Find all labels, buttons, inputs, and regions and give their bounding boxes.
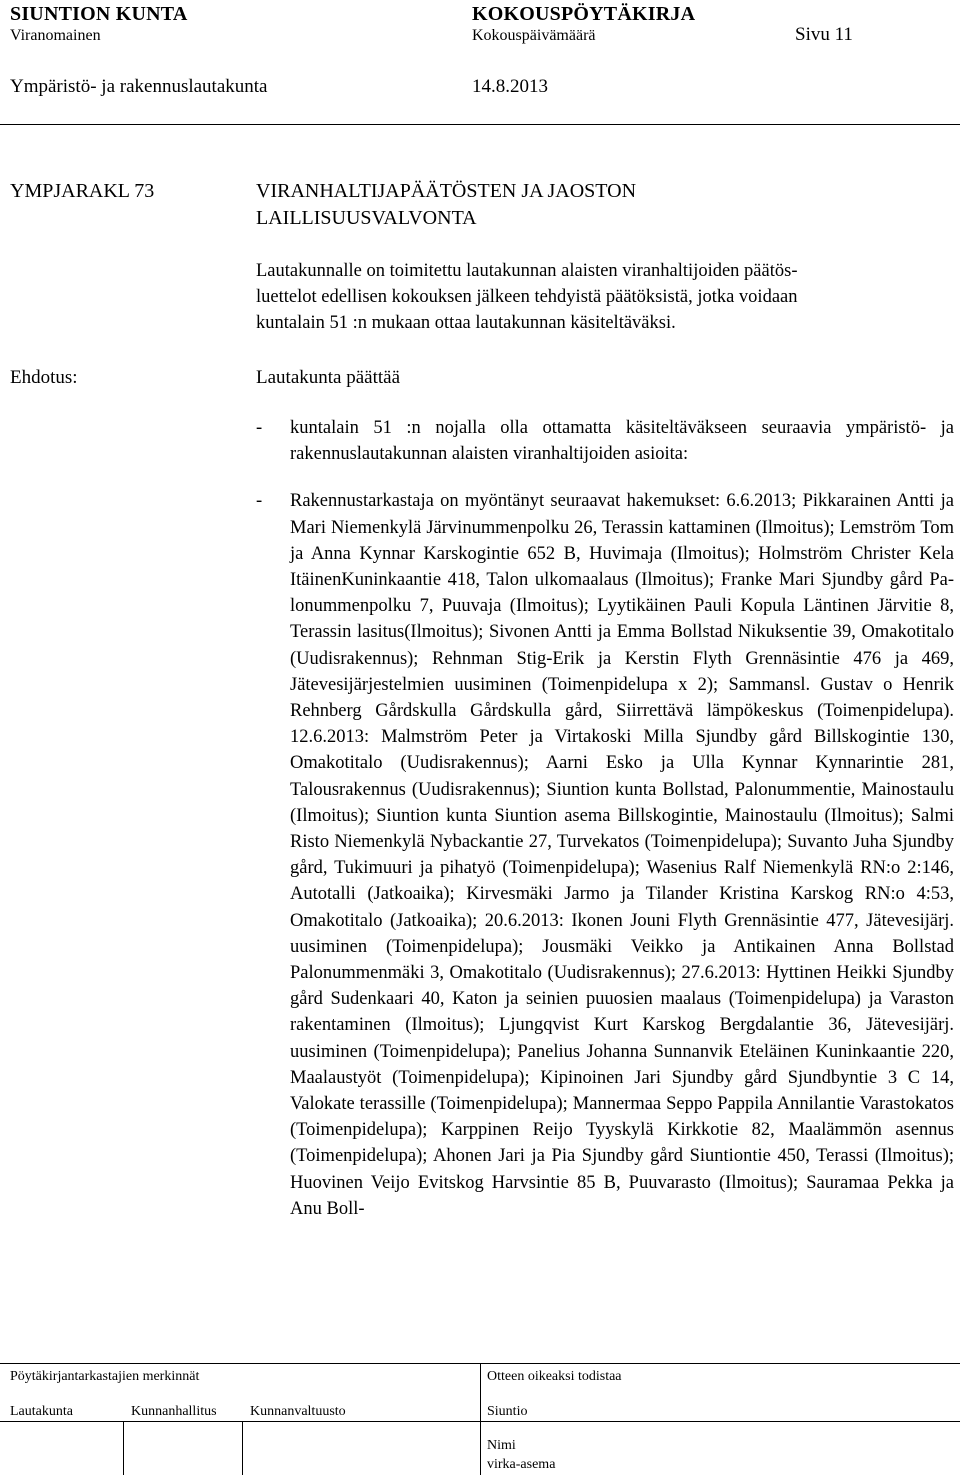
municipality-name: SIUNTION KUNTA (10, 3, 188, 25)
certification-place: Siuntio (487, 1404, 528, 1419)
proposal-text: Lautakunta päättää (256, 367, 401, 388)
meeting-date: 14.8.2013 (472, 76, 548, 97)
signature-kunnanvaltuusto: Kunnanvaltuusto (250, 1404, 346, 1419)
intro-line-3: kuntalain 51 :n mukaan ottaa lautakunnan käsiteltäväksi. (256, 313, 676, 333)
copy-certification-label: Otteen oikeaksi todistaa (487, 1369, 622, 1384)
list-item-text: kuntalain 51 :n nojalla olla ottamatta käsiteltäväkseen seuraavia ympäristö- ja rakennuslautakunnan alaisten viranhaltijoiden asioita: (290, 418, 954, 465)
section-title-line1: VIRANHALTIJAPÄÄTÖSTEN JA JAOSTON (256, 180, 637, 202)
document-type: KOKOUSPÖYTÄKIRJA (472, 3, 696, 25)
list-item (254, 488, 954, 1222)
list-item-text: Rakennustarkastaja on myöntänyt seuraavat hakemukset: 6.6.2013; Pikkarainen Antti ja Mari Niemenkylä Järvinummenpolku 26, Terassin kattaminen (Ilmoitus); Lemström Tom ja Anna Kynnar Karskogintie 652 B, Huvimaja (Ilmoitus); Holmström Christer Kela ItäinenKuninkaantie 418, Talon ulkomaalaus (Ilmoitus); Franke Mari Sjundby gård Palonummenpolku 7, Puuvaja (Ilmoitus); Lyytikäinen Pauli Kopula Läntinen Järvitie 8, Terassin lasitus(Ilmoitus); Sivonen Antti ja Emma Bollstad Nikuksentie 39, Omakotitalo (Uudisrakennus); Rehnman Stig-Erik ja Kerstin Flyth Grennäsintie 476 ja 469, Jätevesijärjestelmien uusiminen (Toimenpidelupa x 2); Sammansl. Gustav o Henrik Rehnberg Gårdskulla Gårdskulla gård, Siirrettävä lämpökeskus (Toimenpidelupa). 12.6.2013: Malmström Peter ja Virtakoski Milla Sjundby gård Billskogintie 130, Omakotitalo (Uudisrakennus); Aarni Esko ja Ulla Kynnar Kynnarintie 281, Talousrakennus (Uudisrakennus); Siuntion kunta Bollstad, Palonummentie, Mainostaulu (Ilmoitus); Siuntion kunta Siuntion asema Billskogintie, Mainostaulu (Ilmoitus); Salmi Risto Niemenkylä Nybackantie 27, Turvekatos (Toimenpidelupa); Suvanto Juha Sjundby gård, Tukimuuri ja pihatyö (Toimenpidelupa); Wasenius Ralf Niemenkylä RN:o 2:146, Autotalli (Jatkoaika); Kirvesmäki Jarmo ja Tilander Kristina Karskog RN:o 4:53, Omakotitalo (Jatkoaika); 20.6.2013: Ikonen Jouni Flyth Grennäsintie 477, Jätevesijärj. uusiminen (Toimenpidelupa); Jousmäki Veikko ja Antikainen Anna Bollstad Palonummenmäki 3, Omakotitalo (Uudisrakennus); 27.6.2013: Hyttinen Heikki Sjundby gård Sudenkaari 40, Katon ja seinien puuosien maalaus (Toimenpidelupa) ja Varaston rakentaminen (Ilmoitus); Ljungqvist Kurt Karskog Bergdalantie 36, Jätevesijärj. uusiminen (Toimenpidelupa); Panelius Johanna Sunnanvik Eteläinen Kuninkaantie 220, Maalaustyöt (Toimenpidelupa); Kipinoinen Jari Sjundby gård Sjundbyntie 3 C 14, Valokate terassille (Toimenpidelupa); Mannermaa Seppo Pappila Annilantie Varastokatos (Toimenpidelupa); Karppinen Reijo Tyyskylä Kirkkotie 82, Maalämmön asennus (Toimenpidelupa); Ahonen Jari ja Pia Sjundby gård Siuntiontie 450, Terassi (Ilmoitus); Huovinen Veijo Evitskog Harvsintie 85 B, Puuvarasto (Ilmoitus); Sauramaa Pekka ja Anu Boll- (290, 491, 954, 1219)
certifier-title-label: virka-asema (487, 1457, 556, 1472)
authority-name: Ympäristö- ja rakennuslautakunta (10, 76, 268, 97)
proposal-label: Ehdotus: (10, 367, 78, 388)
authority-label: Viranomainen (10, 27, 101, 44)
decision-list (254, 415, 954, 1222)
footer-divider-2 (242, 1421, 243, 1475)
intro-line-1: Lautakunnalle on toimitettu lautakunnan alaisten viranhaltijoiden päätös- (256, 261, 798, 281)
page-number: Sivu 11 (795, 24, 853, 45)
section-code: YMPJARAKL 73 (10, 180, 155, 202)
certifier-name-label: Nimi (487, 1438, 516, 1453)
meeting-date-label: Kokouspäivämäärä (472, 27, 596, 44)
intro-line-2: luettelot edellisen kokouksen jälkeen tehdyistä päätöksistä, jotka voidaan (256, 287, 798, 307)
footer-divider-3 (480, 1363, 481, 1475)
list-dash: - (256, 491, 263, 512)
list-dash: - (256, 418, 263, 438)
section-title-line2: LAILLISUUSVALVONTA (256, 207, 477, 229)
checkers-label: Pöytäkirjantarkastajien merkinnät (10, 1369, 200, 1384)
list-item (254, 415, 954, 467)
header-rule (0, 124, 960, 125)
signature-lautakunta: Lautakunta (10, 1404, 73, 1419)
footer-divider-1 (123, 1421, 124, 1475)
signature-kunnanhallitus: Kunnanhallitus (131, 1404, 217, 1419)
